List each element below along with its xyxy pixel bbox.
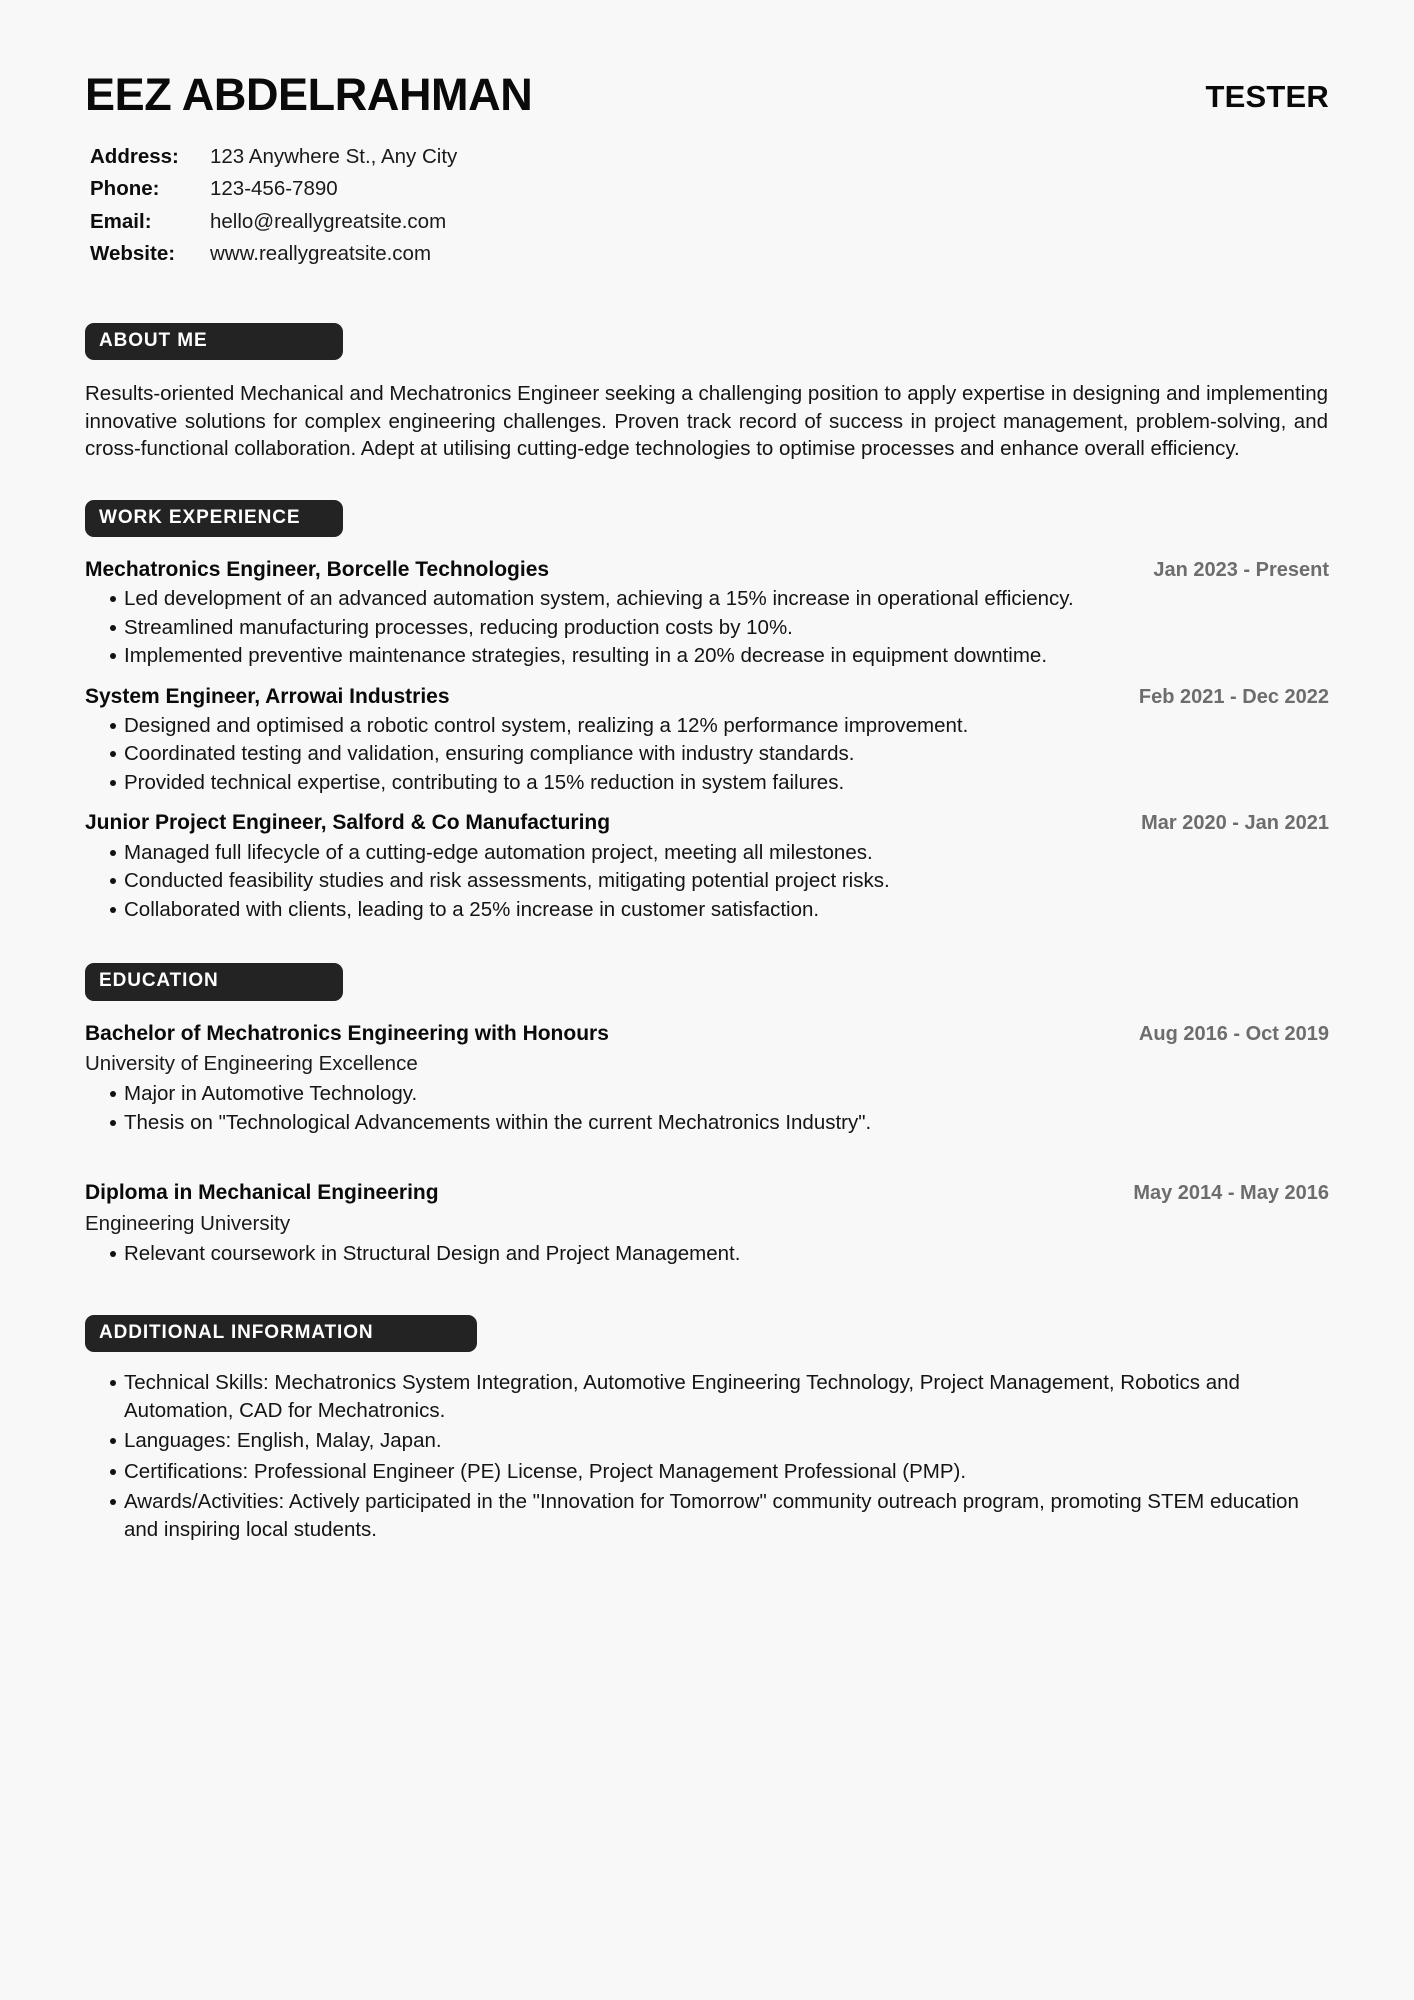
bullet-text: Coordinated testing and validation, ensuring compliance with industry standards.	[124, 742, 855, 766]
education-entry-header	[85, 1021, 1329, 1046]
work-entry-date: Mar 2020 - Jan 2021	[1141, 812, 1329, 835]
section-heading-additional-information: ADDITIONAL INFORMATION	[85, 1315, 477, 1353]
education-entry-title: Diploma in Mechanical Engineering	[85, 1181, 439, 1205]
education-entry-date: Aug 2016 - Oct 2019	[1138, 1022, 1329, 1045]
education-entry-institution: Engineering University	[85, 1211, 291, 1235]
list-item	[85, 1369, 1329, 1424]
list-item	[85, 740, 1329, 767]
work-entry-header	[85, 810, 1329, 835]
work-entry-title: System Engineer, Arrowai Industries	[85, 684, 450, 708]
bullet-text: Thesis on "Technological Advancements within the current Mechatronics Industry".	[124, 1110, 872, 1134]
bullet-text: Managed full lifecycle of a cutting-edge automation project, meeting all milestones.	[124, 840, 873, 864]
contact-label-website: Website:	[90, 242, 176, 266]
work-entry-header	[85, 684, 1329, 709]
education-entry	[85, 1180, 1329, 1267]
bullet-text: Technical Skills: Mechatronics System Integration, Automotive Engineering Technology, Project Management, Robotics and Automation, CAD for Mechatronics.	[124, 1371, 1240, 1422]
education-entry-bullets	[85, 1240, 1329, 1267]
section-about-me	[85, 323, 1329, 463]
contact-value-website[interactable]: www.reallygreatsite.com	[210, 242, 432, 266]
work-entry-date: Jan 2023 - Present	[1153, 559, 1329, 582]
list-item	[85, 1080, 1329, 1107]
bullet-text: Designed and optimised a robotic control system, realizing a 12% performance improvement.	[124, 714, 969, 737]
list-item	[85, 1109, 1329, 1136]
list-item	[85, 585, 1329, 612]
education-entry-bullets	[85, 1080, 1329, 1136]
work-entry-bullets	[85, 585, 1329, 669]
bullet-text: Streamlined manufacturing processes, reducing production costs by 10%.	[124, 615, 793, 639]
candidate-name: EEZ ABDELRAHMAN	[85, 69, 533, 120]
contact-label-address: Address:	[90, 145, 179, 168]
section-education	[85, 963, 1329, 1268]
work-entry-bullets	[85, 839, 1329, 923]
about-me-text: Results-oriented Mechanical and Mechatronics Engineer seeking a challenging position to apply expertise in designing and implementing innovative solutions for complex engineering challenges. Proven track record of success in project management, problem-solving, and cross-functional collaboration. Adept at utilising cutting-edge technologies to optimise processes and enhance overall efficiency.	[85, 382, 1328, 461]
education-entry-header	[85, 1180, 1329, 1205]
contact-value-phone: 123-456-7890	[210, 177, 338, 201]
candidate-role: TESTER	[1205, 79, 1329, 114]
education-entry-date: May 2014 - May 2016	[1133, 1182, 1329, 1205]
section-additional-information	[85, 1315, 1329, 1543]
bullet-text: Collaborated with clients, leading to a 25% increase in customer satisfaction.	[124, 897, 820, 921]
list-item	[85, 867, 1329, 894]
list-item	[85, 1458, 1329, 1485]
work-entry	[85, 810, 1329, 923]
list-item	[85, 642, 1329, 669]
work-entry-date: Feb 2021 - Dec 2022	[1138, 685, 1329, 708]
section-work-experience	[85, 500, 1329, 923]
education-entry-institution: University of Engineering Excellence	[85, 1051, 418, 1075]
resume-header	[85, 0, 1329, 120]
bullet-text: Certifications: Professional Engineer (PE) License, Project Management Professional (PMP).	[124, 1459, 967, 1483]
contact-row-email	[90, 206, 1329, 238]
bullet-text: Implemented preventive maintenance strategies, resulting in a 20% decrease in equipment downtime.	[124, 644, 1048, 668]
bullet-text: Relevant coursework in Structural Design and Project Management.	[124, 1242, 741, 1266]
bullet-text: Led development of an advanced automation system, achieving a 15% increase in operational efficiency.	[124, 587, 1074, 611]
list-item	[85, 712, 1329, 739]
bullet-text: Conducted feasibility studies and risk assessments, mitigating potential project risks.	[124, 869, 890, 893]
work-entry-title: Mechatronics Engineer, Borcelle Technologies	[85, 558, 550, 582]
contact-row-website	[90, 238, 1329, 270]
contact-row-phone	[90, 173, 1329, 205]
list-item	[85, 614, 1329, 641]
list-item	[85, 896, 1329, 923]
additional-information-bullets	[85, 1369, 1329, 1543]
list-item	[85, 1427, 1329, 1454]
section-heading-about-me: ABOUT ME	[85, 323, 343, 361]
bullet-text: Awards/Activities: Actively participated in the "Innovation for Tomorrow" community outreach program, promoting STEM education and inspiring local students.	[124, 1490, 1299, 1541]
contact-row-address	[90, 141, 1329, 173]
bullet-text: Languages: English, Malay, Japan.	[124, 1429, 442, 1453]
list-item	[85, 839, 1329, 866]
list-item	[85, 1488, 1329, 1543]
contact-label-phone: Phone:	[90, 177, 160, 201]
contact-value-email[interactable]: hello@reallygreatsite.com	[210, 209, 447, 233]
work-entry-header	[85, 557, 1329, 582]
education-entry-title: Bachelor of Mechatronics Engineering with Honours	[85, 1021, 609, 1045]
bullet-text: Provided technical expertise, contributing to a 15% reduction in system failures.	[124, 770, 845, 794]
work-entry	[85, 557, 1329, 670]
work-entry	[85, 684, 1329, 797]
contact-value-address: 123 Anywhere St., Any City	[210, 145, 458, 168]
list-item	[85, 1240, 1329, 1267]
contact-label-email: Email:	[90, 209, 152, 233]
contact-details	[90, 141, 1329, 271]
work-entry-bullets	[85, 712, 1329, 796]
work-entry-title: Junior Project Engineer, Salford & Co Manufacturing	[85, 811, 611, 835]
education-entry	[85, 1021, 1329, 1137]
section-heading-work-experience: WORK EXPERIENCE	[85, 500, 343, 538]
section-heading-education: EDUCATION	[85, 963, 343, 1001]
list-item	[85, 769, 1329, 796]
bullet-text: Major in Automotive Technology.	[124, 1082, 418, 1106]
